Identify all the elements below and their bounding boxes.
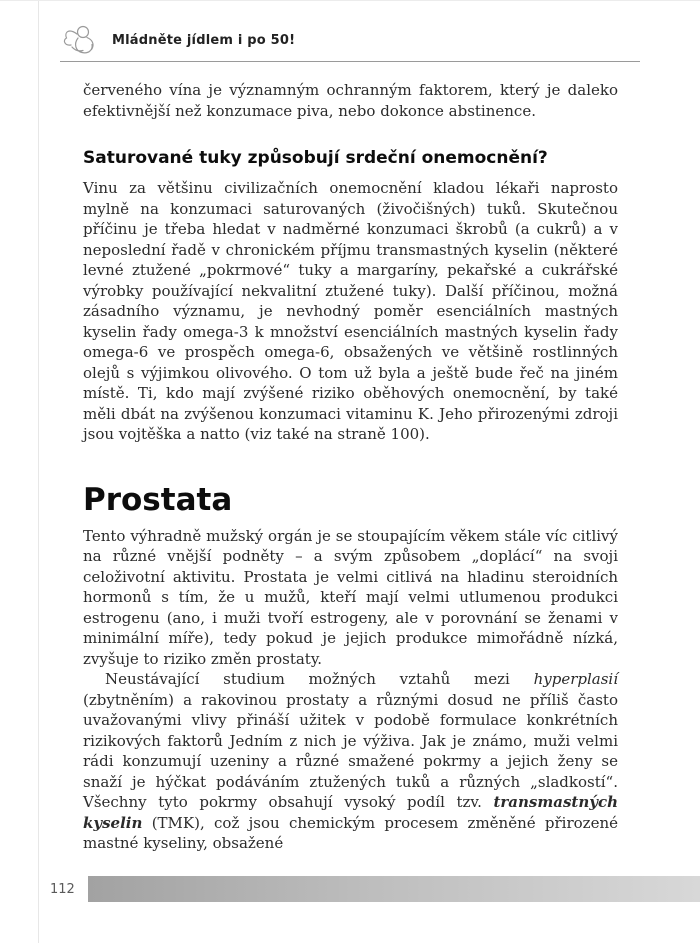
- bold-italic-term-trans-fatty-acids: transmastných kyselin: [83, 793, 618, 832]
- italic-term-hyperplasia: hyperplasií: [533, 670, 618, 688]
- text-segment: (zbytněním) a rakovinou prostaty a různými dosud ne příliš často uvažovanými vlivy přináší užitek v podobě formulace konkrétních rizikových faktorů Jedním z nich je výživa. Jak je známo, muži velmi rádi konzumují uzeniny a různé smažené pokrmy a jejich ženy se snaží je hýčkat podáváním ztužených tuků a různých „sladkostí“. Všechny tyto pokrmy obsahují vysoký podíl tzv.: [83, 690, 618, 811]
- text-segment: Neustávající studium možných vztahů mezi: [105, 670, 534, 688]
- page-content: [83, 80, 618, 854]
- header-rule: [60, 61, 640, 62]
- paragraph-prostata-2: [83, 669, 618, 854]
- running-head-row: [60, 23, 640, 57]
- chapter-heading-prostata: Prostata: [83, 481, 233, 518]
- paragraph-intro-continuation: červeného vína je významným ochranným faktorem, který je daleko efektivnější než konzumace piva, nebo dokonce abstinence.: [83, 81, 618, 120]
- cherub-icon: [60, 23, 100, 57]
- running-head-title: Mládněte jídlem i po 50!: [112, 32, 296, 48]
- paragraph-saturated-fats: Vinu za většinu civilizačních onemocnění kladou lékaři naprosto mylně na konzumaci saturovaných (živočišných) tuků. Skutečnou příčinu je třeba hledat v nadměrné konzumaci škrobů (a cukrů) a v neposlední řadě v chronickém příjmu transmastných kyselin (některé levné ztužené „pokrmové“ tuky a margaríny, pekařské a cukrářské výrobky používající nekvalitní ztužené tuky). Další příčinou, možná zásadního významu, je nevhodný poměr esenciálních mastných kyselin řady omega-3 k množství esenciálních mastných kyselin řady omega-6 ve prospěch omega-6, obsažených ve většině rostlinných olejů s výjimkou olivového. O tom už byla a ještě bude řeč na jiném místě. Ti, kdo mají zvýšené riziko oběhových onemocnění, by také měli dbát na zvýšenou konzumaci vitaminu K. Jeho přirozenými zdroji jsou vojtěška a natto (viz také na straně 100).: [83, 179, 618, 443]
- paragraph-prostata-1: Tento výhradně mužský orgán je se stoupajícím věkem stále víc citlivý na různé vnější podněty – a svým způsobem „doplácí“ na svoji celoživotní aktivitu. Prostata je velmi citlivá na hladinu steroidních hormonů s tím, že u mužů, kteří mají velmi utlumenou produkci estrogenu (ano, i muži tvoří estrogeny, ale v porovnání se ženami v minimální míře), tedy pokud je jejich produkce mimořádně nízká, zvyšuje to riziko změn prostaty.: [83, 526, 618, 668]
- section-heading-saturated-fats: Saturované tuky způsobují srdeční onemocnění?: [83, 148, 548, 168]
- text-segment: (TMK), což jsou chemickým procesem změněné přirozené mastné kyseliny, obsažené: [83, 813, 618, 852]
- page-number: 112: [50, 882, 75, 897]
- footer-bar: [88, 876, 700, 902]
- page-header: [60, 23, 640, 62]
- page-edge-line: [38, 1, 39, 943]
